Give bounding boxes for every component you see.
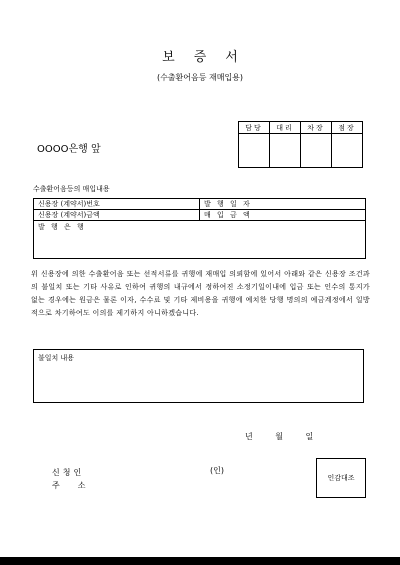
approval-header-deputy-manager: 차장 xyxy=(301,122,332,134)
seal-check-box xyxy=(316,458,366,498)
document-title: 보증서 xyxy=(162,50,257,65)
guarantee-statement: 위 신용장에 의한 수출환어음 또는 선적서류를 귀행에 재매입 의뢰함에 있어서 아래와 같은 신용장 조건과의 불일치 또는 기타 사유로 인하여 귀행의 내규에서 정하여진 소정기일이내에 입금 또는 인수의 통지가 없는 경우에는 원금은 물론 이자, 수수료 및 기타 제비용을 귀행에 예치한 당행 명의의 예금계정에서 일방적으로 차기하여도 이의를 제기하지 아니하겠습니다. xyxy=(31,270,370,317)
issuing-bank-label: 발 행 은 행 xyxy=(34,221,366,259)
bottom-bar xyxy=(0,557,400,565)
approval-sign-staff[interactable] xyxy=(239,134,270,168)
approval-sign-deputy-manager[interactable] xyxy=(301,134,332,168)
addressee: OOOO은행 앞 xyxy=(37,144,101,155)
approval-header-branch-manager: 점장 xyxy=(332,122,363,134)
issue-date-label: 발 행 일 자 xyxy=(200,199,366,210)
lc-number-label: 신용장 (계약서)번호 xyxy=(34,199,200,210)
document-subtitle: (수출환어음등 재매입용) xyxy=(156,73,244,82)
approval-sign-branch-manager[interactable] xyxy=(332,134,363,168)
address-label: 주소 xyxy=(52,481,104,490)
discrepancy-box[interactable] xyxy=(33,349,364,403)
purchase-details-label: 수출환어음등의 매입내용 xyxy=(33,185,110,193)
approval-table xyxy=(238,121,363,168)
approval-header-staff: 담당 xyxy=(239,122,270,134)
seal-mark: (인) xyxy=(210,466,224,475)
discrepancy-label: 불일치 내용 xyxy=(38,354,75,362)
lc-amount-label: 신용장 (계약서)금액 xyxy=(34,210,200,221)
approval-header-assistant-manager: 대리 xyxy=(270,122,301,134)
seal-check-label: 인감대조 xyxy=(327,474,355,482)
purchase-details-table xyxy=(33,198,366,259)
applicant-label: 신청인 xyxy=(52,468,85,477)
purchase-amount-label: 매 입 금 액 xyxy=(200,210,366,221)
date-line: 년 월 일 xyxy=(245,432,314,441)
approval-sign-assistant-manager[interactable] xyxy=(270,134,301,168)
